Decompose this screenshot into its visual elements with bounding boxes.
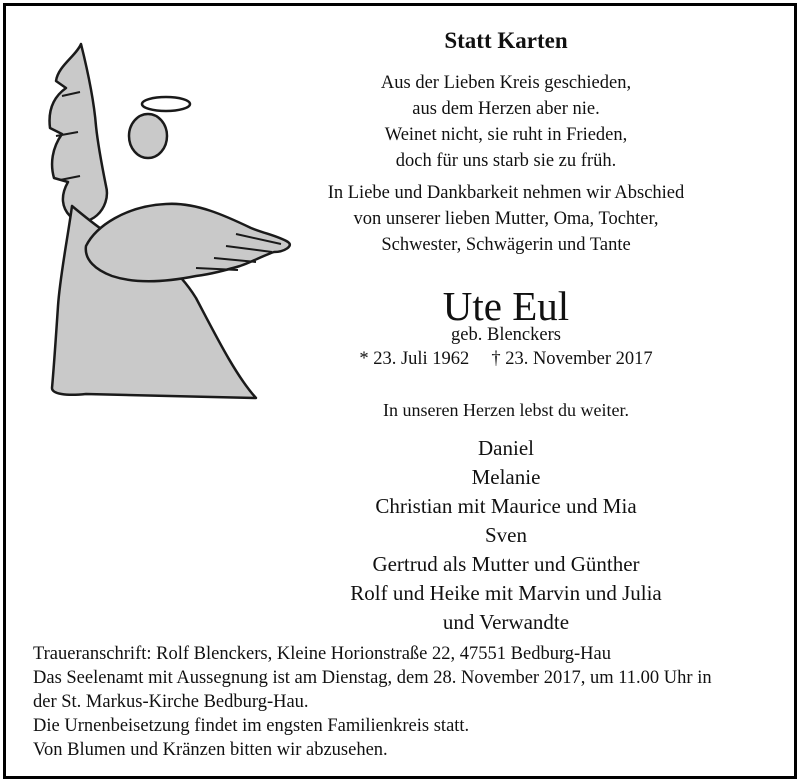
notes: [33, 642, 793, 762]
poem: [286, 70, 726, 174]
maiden-name: geb. Blenckers: [451, 325, 561, 345]
obituary-frame: [3, 3, 797, 779]
birth-date: * 23. Juli 1962: [359, 349, 470, 369]
mourner-entry: Rolf und Heike mit Marvin und Julia: [350, 581, 662, 605]
poem-line: doch für uns starb sie zu früh.: [395, 151, 617, 171]
farewell-line: In Liebe und Dankbarkeit nehmen wir Abschied: [327, 183, 685, 203]
heading: Statt Karten: [444, 28, 568, 53]
note-line: Das Seelenamt mit Aussegnung ist am Dienstag, dem 28. November 2017, um 11.00 Uhr in: [33, 668, 712, 688]
note-line: Die Urnenbeisetzung findet im engsten Familienkreis statt.: [33, 716, 470, 736]
death-date: † 23. November 2017: [491, 349, 653, 369]
mourners-list: [286, 434, 726, 637]
poem-line: Aus der Lieben Kreis geschieden,: [380, 73, 632, 93]
deceased-name: Ute Eul: [442, 283, 570, 329]
mourner-entry: Daniel: [478, 436, 534, 460]
note-line: der St. Markus-Kirche Bedburg-Hau.: [33, 692, 309, 712]
angel-icon: [26, 36, 301, 411]
mourner-entry: Melanie: [471, 465, 541, 489]
note-line: Traueranschrift: Rolf Blenckers, Kleine Horionstraße 22, 47551 Bedburg-Hau: [33, 644, 611, 664]
mourner-entry: Sven: [485, 523, 527, 547]
motto: In unseren Herzen lebst du weiter.: [383, 400, 629, 420]
farewell-line: von unserer lieben Mutter, Oma, Tochter,: [353, 209, 659, 229]
farewell-line: Schwester, Schwägerin und Tante: [381, 235, 631, 255]
life-dates: [306, 349, 706, 370]
poem-line: aus dem Herzen aber nie.: [412, 99, 600, 119]
note-line: Von Blumen und Kränzen bitten wir abzusehen.: [33, 740, 388, 760]
farewell-text: [286, 180, 726, 258]
mourner-entry: Gertrud als Mutter und Günther: [372, 552, 640, 576]
poem-line: Weinet nicht, sie ruht in Frieden,: [384, 125, 628, 145]
mourner-entry: Christian mit Maurice und Mia: [375, 494, 637, 518]
mourner-entry: und Verwandte: [442, 610, 570, 634]
